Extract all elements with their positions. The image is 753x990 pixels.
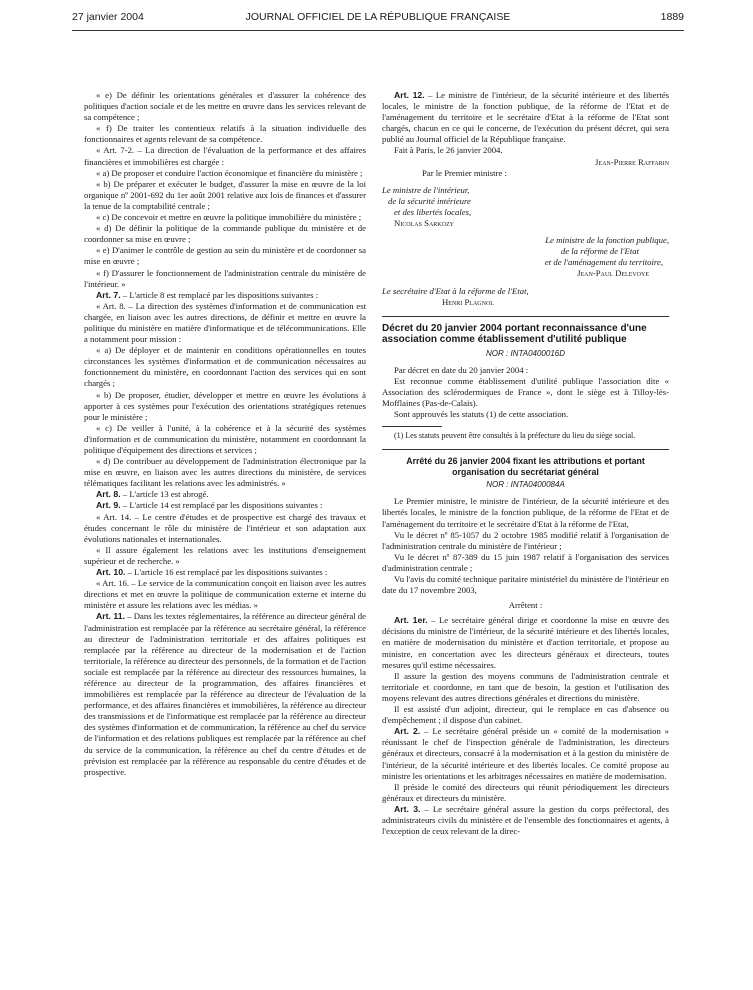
- footnote: (1) Les statuts peuvent être consultés à la préfecture du lieu du siège social.: [394, 431, 636, 441]
- signatory-name: Jean-Pierre Raffarin: [595, 156, 669, 167]
- signature-line: Le secrétaire d'Etat à la réforme de l'Etat,: [382, 285, 529, 296]
- footnote-divider: [382, 426, 442, 427]
- article-text: – Le secrétaire général dirige et coordonne la mise en œuvre des décisions du ministre de l'intérieur, de la sécurité intérieure et des libertés locales, en matière de modernisation du ministère et d'action territoriale, et propose au ministre, en concertation avec les directeurs généraux et directeurs, toutes mesures qu'il estime nécessaires.: [382, 615, 669, 670]
- paragraph: « Art. 8. – La direction des systèmes d'information et de communication est chargée, en liaison avec les autres directions, de définir et mettre en œuvre la politique du ministère en matière d'informatique et de télécommunications. Elle a notamment pour mission :: [84, 300, 366, 345]
- signature-line: Le ministre de l'intérieur,: [382, 184, 470, 195]
- article-2: [382, 726, 669, 781]
- signatory-name: Henri Plagnol: [442, 296, 494, 307]
- article-7: [84, 290, 366, 301]
- article-text: – Le ministre de l'intérieur, de la sécurité intérieure et des libertés locales, le ministre de la fonction publique, de la réforme de l'Etat et de l'aménagement du territoire et le secrétaire d'Etat à la réforme de l'Etat sont chargés, chacun en ce qui le concerne, de l'exécution du présent décret, qui sera publié au Journal officiel de la République française.: [382, 90, 670, 145]
- article-text: – Le secrétaire général préside un « comité de la modernisation » réunissant le chef de l'inspection générale de l'administration, les directeurs généraux et directeurs, consacré à la modernisation et à la gestion du ministère de l'intérieur, de la sécurité intérieure et des libertés locales. Ce comité propose au ministre les orientations et les arbitrages nécessaires en matière de modernisation.: [382, 726, 669, 781]
- article-1: [382, 615, 669, 670]
- right-column: [382, 90, 669, 837]
- paragraph: « e) D'animer le contrôle de gestion au sein du ministère et de coordonner sa mise en œuvre ;: [84, 245, 366, 267]
- paragraph: Sont approuvés les statuts (1) de cette association.: [394, 409, 569, 420]
- paragraph: « b) De préparer et exécuter le budget, d'assurer la mise en œuvre de la loi organique nº 2001-692 du 1er août 2001 relative aux lois de finances et d'assurer la tenue de la comptabilité centrale ;: [84, 178, 366, 211]
- article-9: [84, 500, 366, 511]
- article-label: Art. 12.: [394, 90, 425, 100]
- article-label: Art. 8.: [96, 489, 121, 500]
- signatory-name: Nicolas Sarkozy: [394, 218, 454, 229]
- article-label: Art. 3.: [394, 803, 421, 814]
- article-label: Art. 9.: [96, 500, 121, 511]
- paragraph: « b) De proposer, étudier, développer et mettre en œuvre les évolutions à apporter à ces systèmes pour l'exécution des orientations stratégiques retenues pour le ministère ;: [84, 389, 366, 422]
- article-label: Art. 11.: [96, 611, 125, 622]
- header-rule: [72, 30, 684, 31]
- nor-reference: NOR : INTA0400084A: [486, 480, 565, 490]
- paragraph: « d) De contribuer au développement de l'administration électronique par la mise en œuvre, en liaison avec les autres directions du ministère, de services télématiques facilitant les relations avec les administrés. »: [84, 456, 366, 489]
- decree-title: Décret du 20 janvier 2004 portant reconnaissance d'une association comme établissement d'utilité publique: [382, 322, 647, 346]
- article-11: [84, 611, 366, 777]
- signature-line: de la réforme de l'Etat: [560, 246, 639, 257]
- page-header: [72, 8, 684, 28]
- article-label: Art. 2.: [394, 726, 421, 737]
- paragraph: Vu le décret nº 85-1057 du 2 octobre 1985 modifié relatif à l'organisation de l'administration centrale du ministère de l'intérieur ;: [382, 529, 669, 551]
- article-10: [84, 567, 366, 578]
- paragraph: « c) De veiller à l'unité, à la cohérence et à la sécurité des systèmes d'information et de communication du ministère, notamment en coordonnant la politique d'équipement des directions et services ;: [84, 422, 366, 455]
- paragraph: « Il assure également les relations avec les institutions d'enseignement supérieur et de recherche. »: [84, 544, 366, 566]
- paragraph: « c) De concevoir et mettre en œuvre la politique immobilière du ministère ;: [96, 212, 362, 223]
- paragraph: Par décret en date du 20 janvier 2004 :: [394, 364, 529, 375]
- signature-by: Par le Premier ministre :: [422, 167, 507, 178]
- left-column: [84, 90, 366, 778]
- signatory-name: Jean-Paul Delevoye: [577, 268, 649, 279]
- paragraph: Vu l'avis du comité technique paritaire ministériel du ministère de l'intérieur en date du 17 novembre 2003,: [382, 574, 669, 596]
- article-text: – L'article 14 est remplacé par les dispositions suivantes :: [120, 500, 323, 511]
- header-page-number: 1889: [660, 11, 684, 23]
- signature-line: Le ministre de la fonction publique,: [545, 235, 669, 246]
- article-text: – L'article 8 est remplacé par les dispositions suivantes :: [120, 289, 319, 300]
- article-text: – L'article 16 est remplacé par les dispositions suivantes :: [125, 567, 328, 578]
- paragraph: « Art. 14. – Le centre d'études et de prospective est chargé des travaux et études concernant le rôle du ministère de l'intérieur et son adaptation aux évolutions nationales et internationales.: [84, 511, 366, 544]
- paragraph: Il préside le comité des directeurs qui réunit périodiquement les directeurs généraux et directeurs du ministère.: [382, 781, 669, 803]
- article-text: – L'article 13 est abrogé.: [120, 489, 209, 500]
- signature-line: et de l'aménagement du territoire,: [544, 257, 663, 268]
- signatory-3: [382, 297, 669, 308]
- paragraph: Il assure la gestion des moyens communs de l'administration centrale et territoriale et coordonne, en tant que de besoin, la gestion et l'utilisation des moyens relevant des autres directions générales et directions du ministère.: [382, 670, 669, 703]
- section-divider: [382, 449, 669, 450]
- article-text: – Dans les textes réglementaires, la référence au directeur général de l'administration est remplacée par la référence au secrétaire général, la référence au directeur de l'administration territoriale et des affaires politiques est remplacée par la référence au directeur de la modernisation et de l'action territoriale, la référence au directeur des personnels, de la formation et de l'action sociale est remplacée par la référence au directeur des ressources humaines, la référence au directeur de la programmation, des affaires financières et immobilières est remplacée par la référence au directeur de l'évaluation de la performance, et des affaires financières et immobilières, la référence au directeur des transmissions et de l'informatique est remplacée par la référence au directeur des systèmes d'information et de communication, la référence au chef du service de l'information et des relations publiques est remplacée par la référence au chef du service de la communication, la référence au chef du centre d'études et de prévision est remplacée par la référence au responsable du centre d'études et de prospective.: [84, 611, 366, 777]
- nor-reference: NOR : INTA0400016D: [486, 348, 565, 358]
- signature-line: et des libertés locales,: [394, 206, 472, 217]
- article-12: [382, 90, 669, 145]
- order-title: Arrêté du 26 janvier 2004 fixant les attributions et portant organisation du secrétariat général: [406, 456, 645, 477]
- paragraph: Est reconnue comme établissement d'utilité publique l'association dite « Association des sclérodermiques de France », dont le siège est à Tilloy-lès-Mofflaines (Pas-de-Calais).: [382, 375, 669, 409]
- paragraph: « f) De traiter les contentieux relatifs à la situation individuelle des fonctionnaires et agents relevant de sa compétence.: [84, 123, 366, 145]
- paragraph: « a) De proposer et conduire l'action économique et financière du ministère ;: [96, 167, 363, 178]
- header-date: 27 janvier 2004: [72, 11, 144, 23]
- paragraph: « f) D'assurer le fonctionnement de l'administration centrale du ministère de l'intérieur. »: [84, 267, 366, 289]
- signatory-2: [382, 268, 669, 279]
- article-label: Art. 1er.: [394, 615, 428, 626]
- article-8: [84, 489, 366, 500]
- signatory-1: [382, 218, 669, 229]
- paragraph: Il est assisté d'un adjoint, directeur, qui le remplace en cas d'absence ou d'empêchement ; il dispose d'un cabinet.: [382, 704, 669, 726]
- article-text: – Le secrétaire général assure la gestion du corps préfectoral, des administrateurs civils du ministère et de l'ensemble des fonctionnaires et agents, à l'exception de ceux relevant de la direc-: [382, 803, 670, 837]
- paragraph: Vu le décret nº 87-389 du 15 juin 1987 relatif à l'organisation des services d'administration centrale ;: [382, 551, 669, 573]
- article-label: Art. 7.: [96, 289, 121, 300]
- arretent-heading: Arrêtent :: [508, 600, 543, 611]
- signature-line: de la sécurité intérieure: [388, 195, 471, 206]
- paragraph: « d) De définir la politique de la commande publique du ministère et de coordonner sa mise en œuvre ;: [84, 223, 366, 245]
- header-journal-title: JOURNAL OFFICIEL DE LA RÉPUBLIQUE FRANÇAISE: [245, 11, 511, 23]
- article-3: [382, 804, 669, 837]
- section-divider: [382, 316, 669, 317]
- signature-date: Fait à Paris, le 26 janvier 2004.: [394, 145, 503, 156]
- paragraph: « e) De définir les orientations générales et d'assurer la cohérence des politiques d'action sociale et de les mettre en œuvre dans les services relevant de sa compétence ;: [84, 90, 366, 123]
- paragraph: Le Premier ministre, le ministre de l'intérieur, de la sécurité intérieure et des libertés locales, le ministre de la fonction publique, de la réforme de l'Etat et de l'aménagement du territoire et le secrétaire d'Etat à la réforme de l'Etat,: [382, 496, 669, 529]
- article-label: Art. 10.: [96, 567, 126, 578]
- paragraph: « Art. 16. – Le service de la communication conçoit en liaison avec les autres directions et met en œuvre la politique de communication externe et interne du ministère et assure les relations avec les médias. »: [84, 578, 366, 611]
- paragraph: « Art. 7-2. – La direction de l'évaluation de la performance et des affaires financières et immobilières est chargée :: [84, 145, 366, 167]
- paragraph: « a) De déployer et de maintenir en conditions opérationnelles en toutes circonstances les systèmes d'information et de communication nécessaires au fonctionnement du ministère, en coordonnant l'action des services qui en sont chargés ;: [84, 345, 366, 389]
- prime-minister-name: [382, 157, 669, 168]
